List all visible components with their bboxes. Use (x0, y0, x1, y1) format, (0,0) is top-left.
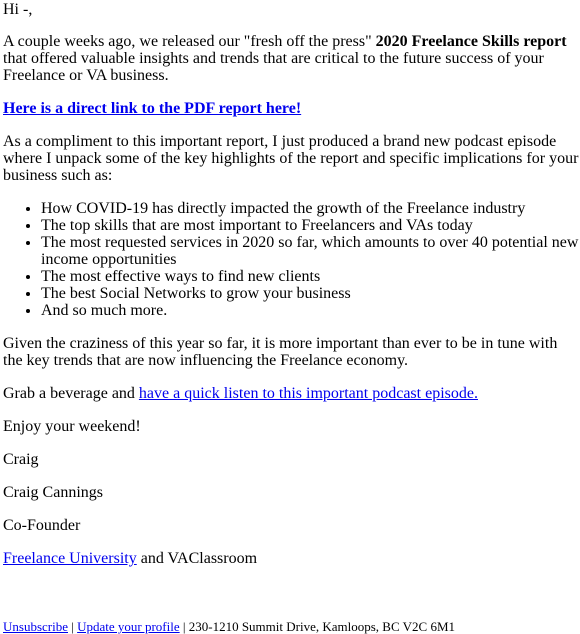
report-name: 2020 Freelance Skills report (375, 33, 567, 50)
list-item: • And so much more. (41, 302, 580, 319)
orgs-text-after: and VAClassroom (136, 550, 258, 567)
list-item: • The most effective ways to find new clients (41, 268, 580, 285)
email-footer (3, 619, 455, 634)
update-profile-link[interactable]: Update your profile (77, 619, 180, 634)
signoff-first-name: Craig (3, 451, 39, 468)
list-item: • The top skills that are most important to Freelancers and VAs today (41, 217, 580, 234)
orgs-paragraph (3, 550, 580, 567)
list-item: • The best Social Networks to grow your business (41, 285, 580, 302)
signoff-full-name: Craig Cannings (3, 484, 103, 501)
greeting: Hi -, (3, 1, 33, 18)
highlights-list (3, 200, 580, 319)
given-paragraph: Given the craziness of this year so far, it is more important than ever to be in tune with the key trends that are now influencing the Freelance economy. (3, 335, 558, 369)
intro-text-before: A couple weeks ago, we released our "fresh off the press" (3, 33, 376, 50)
enjoy-paragraph: Enjoy your weekend! (3, 418, 141, 435)
footer-address: 230-1210 Summit Drive, Kamloops, BC V2C 6M1 (188, 619, 456, 634)
unsubscribe-link[interactable]: Unsubscribe (3, 619, 68, 634)
podcast-intro-paragraph: As a compliment to this important report, I just produced a brand new podcast episode where I unpack some of the key highlights of the report and specific implications for your business such as: (3, 133, 579, 184)
podcast-episode-link[interactable]: have a quick listen to this important podcast episode. (138, 385, 478, 402)
footer-separator: | (68, 619, 78, 634)
grab-text: Grab a beverage and (3, 385, 139, 402)
list-item: • The most requested services in 2020 so far, which amounts to over 40 potential new income opportunities (41, 234, 580, 268)
freelance-university-link[interactable]: Freelance University (3, 550, 137, 567)
pdf-link-paragraph (3, 100, 580, 117)
intro-paragraph (3, 33, 580, 84)
intro-text-after: that offered valuable insights and trends that are critical to the future success of your Freelance or VA business. (3, 50, 544, 84)
grab-paragraph (3, 385, 580, 402)
footer-separator: | (179, 619, 189, 634)
signoff-role: Co-Founder (3, 517, 81, 534)
list-item: • How COVID-19 has directly impacted the growth of the Freelance industry (41, 200, 580, 217)
pdf-report-link[interactable]: Here is a direct link to the PDF report here! (3, 100, 302, 117)
